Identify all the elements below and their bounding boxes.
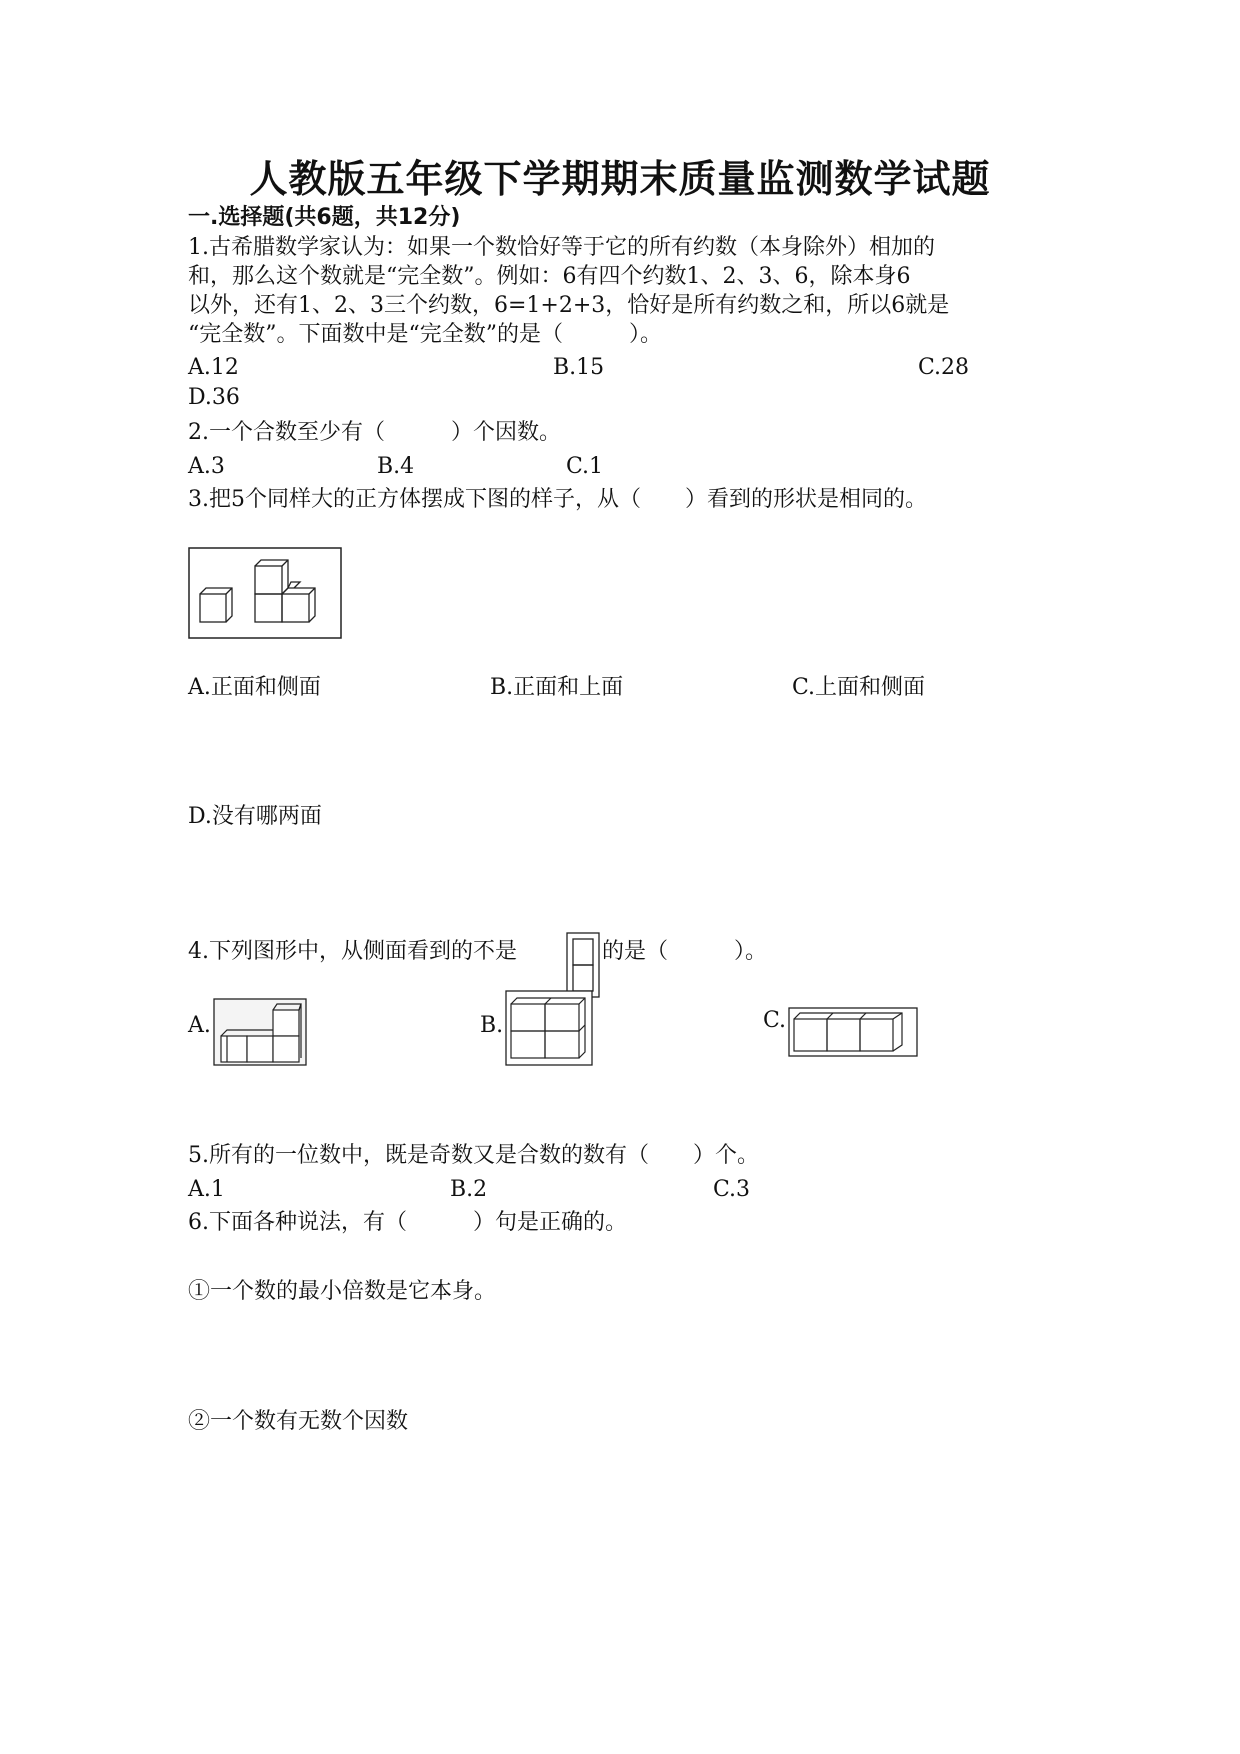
q3-option-a[interactable]: A.正面和侧面 <box>188 675 321 700</box>
q6-statement-2: ②一个数有无数个因数 <box>188 1409 409 1434</box>
q1-option-a[interactable]: A.12 <box>188 355 239 380</box>
q1-line-1: 1.古希腊数学家认为：如果一个数恰好等于它的所有约数（本身除外）相加的 <box>188 235 935 260</box>
q5-option-c[interactable]: C.3 <box>713 1177 751 1202</box>
q2-option-b[interactable]: B.4 <box>377 454 415 479</box>
q1-option-d[interactable]: D.36 <box>188 385 240 410</box>
q3-text: 3.把5个同样大的正方体摆成下图的样子，从（ ）看到的形状是相同的。 <box>188 487 927 512</box>
q1-line-3: 以外，还有1、2、3三个约数，6=1+2+3，恰好是所有约数之和，所以6就是 <box>188 293 950 318</box>
q3-cube-figure <box>188 547 342 639</box>
q4-inline-figure <box>566 932 600 998</box>
q4-text-before: 4.下列图形中，从侧面看到的不是 <box>188 939 517 964</box>
q4-option-a[interactable]: A. <box>188 1013 211 1038</box>
page-title: 人教版五年级下学期期末质量监测数学试题 <box>249 157 991 201</box>
q2-option-c[interactable]: C.1 <box>566 454 604 479</box>
q6-statement-1: ①一个数的最小倍数是它本身。 <box>188 1279 497 1304</box>
q5-text: 5.所有的一位数中，既是奇数又是合数的数有（ ）个。 <box>188 1143 759 1168</box>
q4-option-a-figure <box>213 998 307 1066</box>
q1-option-c[interactable]: C.28 <box>918 355 970 380</box>
q4-option-b-figure <box>505 990 593 1066</box>
q4-option-c[interactable]: C. <box>763 1008 787 1033</box>
q4-option-b[interactable]: B. <box>480 1013 504 1038</box>
q1-option-b[interactable]: B.15 <box>553 355 605 380</box>
q2-option-a[interactable]: A.3 <box>188 454 225 479</box>
q3-option-b[interactable]: B.正面和上面 <box>490 675 624 700</box>
section-heading: 一.选择题(共6题，共12分) <box>188 205 461 230</box>
q5-option-a[interactable]: A.1 <box>188 1177 225 1202</box>
q3-option-c[interactable]: C.上面和侧面 <box>792 675 926 700</box>
q4-option-c-figure <box>788 1007 918 1057</box>
q4-text-after: 的是（ ）。 <box>602 939 768 964</box>
q2-text: 2.一个合数至少有（ ）个因数。 <box>188 420 561 445</box>
q6-text: 6.下面各种说法，有（ ）句是正确的。 <box>188 1210 627 1235</box>
q3-option-d[interactable]: D.没有哪两面 <box>188 804 322 829</box>
q5-option-b[interactable]: B.2 <box>450 1177 488 1202</box>
q1-line-4: “完全数”。下面数中是“完全数”的是（ ）。 <box>188 322 662 347</box>
q1-line-2: 和，那么这个数就是“完全数”。例如：6有四个约数1、2、3、6，除本身6 <box>188 264 911 289</box>
